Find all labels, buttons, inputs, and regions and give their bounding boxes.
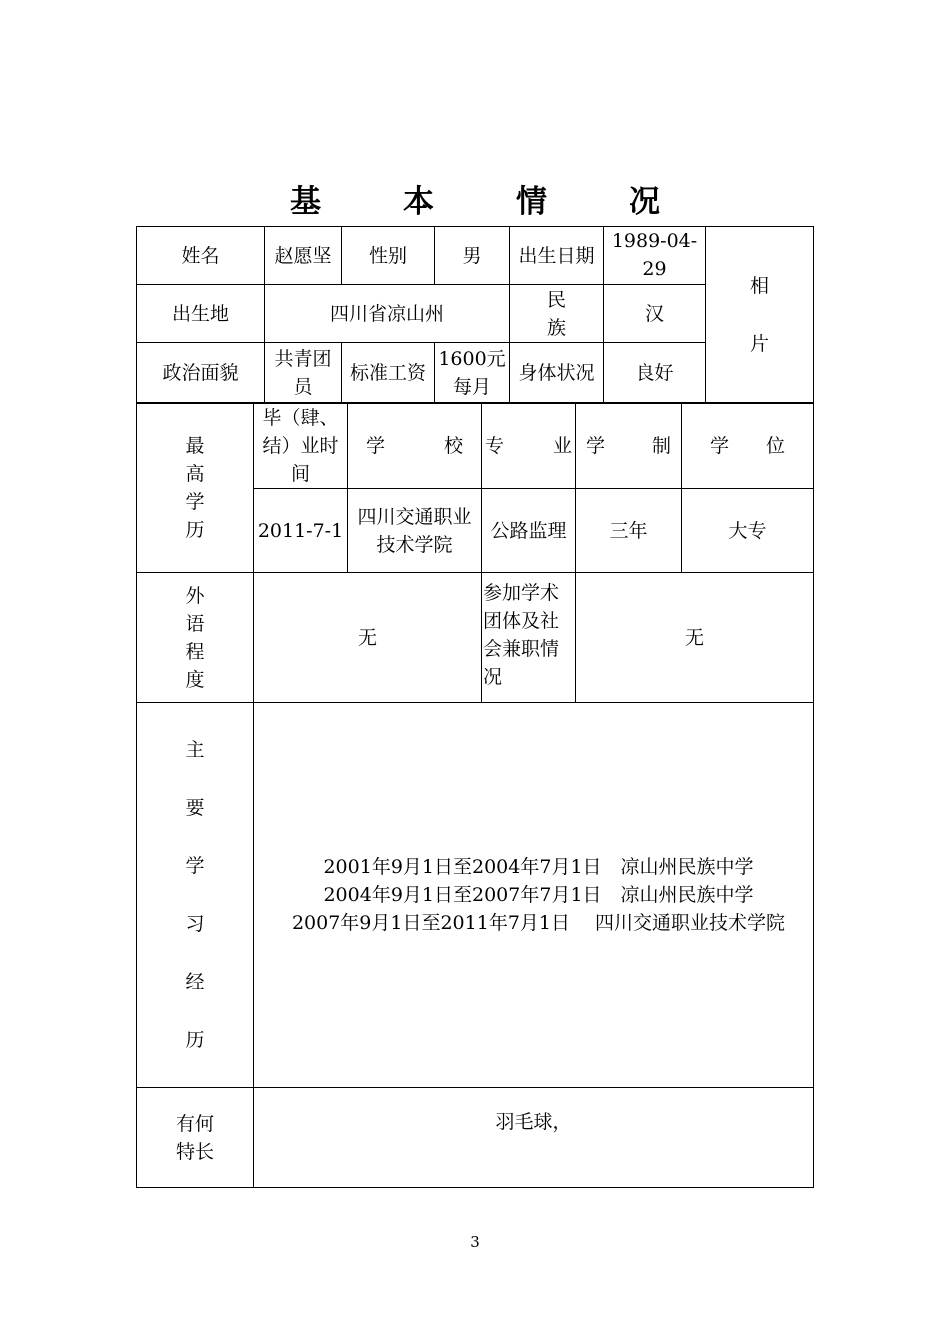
ethnic-label — [509, 284, 604, 343]
degree-header-char: 位 — [765, 435, 785, 457]
language-char: 语 — [185, 612, 205, 635]
major-value: 公路监理 — [481, 488, 576, 573]
dob-value — [603, 226, 706, 285]
title-char: 况 — [629, 184, 660, 220]
study-char: 历 — [185, 1029, 205, 1051]
birthplace-value: 四川省凉山州 — [264, 284, 510, 343]
dob-text: 1989-04-29 — [611, 230, 698, 280]
page-title — [0, 176, 950, 221]
education-char: 学 — [185, 491, 205, 513]
basic-info-form — [136, 226, 814, 1188]
salary-value — [434, 342, 510, 403]
ethnic-value: 汉 — [603, 284, 706, 343]
political-label: 政治面貌 — [136, 342, 265, 403]
degree-value: 大专 — [681, 488, 814, 573]
education-char: 最 — [185, 435, 205, 457]
school-header-char: 学 — [366, 435, 386, 457]
major-header-char: 专 — [485, 435, 505, 457]
language-char: 程 — [185, 640, 205, 663]
name-value: 赵愿坚 — [264, 226, 342, 285]
title-char: 本 — [403, 184, 434, 220]
major-header-char: 业 — [552, 435, 572, 457]
school-header — [347, 403, 482, 489]
salary-text: 1600元每月 — [438, 347, 506, 398]
study-content — [253, 702, 814, 1088]
grad-time-header-text: 毕（肆、结）业时间 — [262, 407, 339, 485]
language-value: 无 — [253, 572, 482, 703]
grad-time-value: 2011-7-1 — [253, 488, 348, 573]
birthplace-label: 出生地 — [136, 284, 265, 343]
study-char: 主 — [185, 739, 205, 761]
specialty-label-line: 特长 — [175, 1140, 214, 1163]
school-header-char: 校 — [443, 435, 463, 457]
ethnic-char: 民 — [546, 288, 566, 311]
dob-label: 出生日期 — [509, 226, 604, 285]
page-number: 3 — [470, 1233, 480, 1251]
photo-char: 相 — [749, 274, 769, 297]
study-char: 学 — [185, 855, 205, 877]
specialty-label — [136, 1087, 254, 1188]
salary-label: 标准工资 — [341, 342, 435, 403]
photo-char: 片 — [749, 332, 769, 355]
photo-box — [705, 226, 814, 403]
language-label — [136, 572, 254, 703]
school-value — [347, 488, 482, 573]
specialty-value: 羽毛球， — [253, 1087, 814, 1188]
study-line: 2001年9月1日至2004年7月1日 凉山州民族中学 — [323, 856, 754, 878]
study-line: 2007年9月1日至2011年7月1日 四川交通职业技术学院 — [291, 912, 786, 934]
name-label: 姓名 — [136, 226, 265, 285]
education-label — [136, 403, 254, 573]
degree-header — [681, 403, 814, 489]
health-value: 良好 — [603, 342, 706, 403]
study-char: 经 — [185, 971, 205, 993]
length-value: 三年 — [575, 488, 682, 573]
political-text: 共青团员 — [274, 347, 332, 398]
gender-value: 男 — [434, 226, 510, 285]
language-char: 度 — [185, 668, 205, 691]
education-char: 历 — [185, 519, 205, 541]
study-label — [136, 702, 254, 1088]
political-value — [264, 342, 342, 403]
degree-header-char: 学 — [710, 435, 730, 457]
ethnic-char: 族 — [546, 316, 566, 339]
language-char: 外 — [185, 584, 205, 607]
academic-label: 参加学术团体及社会兼职情况 — [481, 572, 576, 703]
study-line: 2004年9月1日至2007年7月1日 凉山州民族中学 — [323, 884, 754, 906]
grad-time-header — [253, 403, 348, 489]
school-text: 四川交通职业技术学院 — [357, 505, 472, 556]
academic-value: 无 — [575, 572, 814, 703]
length-header — [575, 403, 682, 489]
study-char: 要 — [185, 797, 205, 819]
title-char: 基 — [290, 184, 321, 220]
gender-label: 性别 — [341, 226, 435, 285]
education-char: 高 — [185, 463, 205, 485]
study-char: 习 — [185, 913, 205, 935]
study-lines — [254, 703, 813, 1087]
title-char: 情 — [516, 184, 547, 220]
length-header-char: 学 — [586, 435, 606, 457]
specialty-label-line: 有何 — [175, 1112, 214, 1135]
major-header — [481, 403, 576, 489]
length-header-char: 制 — [651, 435, 671, 457]
health-label: 身体状况 — [509, 342, 604, 403]
